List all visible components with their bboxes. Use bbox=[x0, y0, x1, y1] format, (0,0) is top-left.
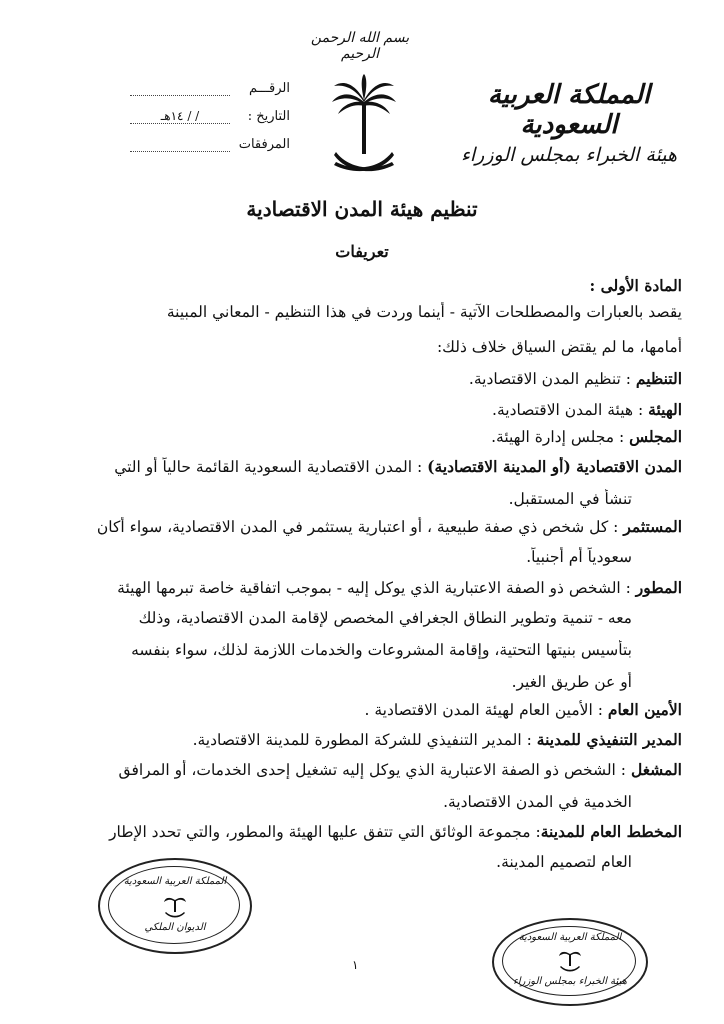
line-text: أمامها، ما لم يقتض السياق خلاف ذلك: bbox=[436, 338, 682, 356]
letterhead-country: المملكة العربية السعودية bbox=[487, 80, 651, 140]
line-text: بتأسيس بنيتها التحتية، وإقامة المشروعات والخدمات اللازمة لذلك، سواء بنفسه bbox=[131, 641, 632, 659]
date-field: / / ١٤هـ bbox=[130, 109, 230, 124]
line-label: المخطط العام للمدينة bbox=[540, 822, 682, 841]
line-text: : الأمين العام لهيئة المدن الاقتصادية . bbox=[364, 701, 608, 719]
line-label: المدن الاقتصادية (أو المدينة الاقتصادية) bbox=[427, 457, 682, 476]
line-text: أو عن طريق الغير. bbox=[511, 673, 632, 691]
seal-bottom-text: هيئة الخبراء بمجلس الوزراء bbox=[513, 976, 627, 987]
seal-emblem-icon bbox=[558, 948, 582, 972]
letterhead-authority: هيئة الخبراء بمجلس الوزراء bbox=[460, 144, 678, 166]
body-line bbox=[46, 369, 682, 388]
line-text: : المدير التنفيذي للشركة المطورة للمدينة الاقتصادية. bbox=[192, 731, 537, 749]
seal-bottom-text: الديوان الملكي bbox=[144, 922, 206, 933]
body-line bbox=[46, 792, 632, 811]
line-label: الهيئة bbox=[648, 400, 682, 419]
line-text: : هيئة المدن الاقتصادية. bbox=[492, 401, 649, 419]
article-heading: المادة الأولى : bbox=[589, 276, 682, 295]
body-line bbox=[46, 302, 682, 321]
line-label: المجلس bbox=[629, 427, 682, 446]
basmala: بسم الله الرحمن الرحيم bbox=[310, 30, 410, 62]
body-line bbox=[46, 457, 682, 476]
line-text: : مجلس إدارة الهيئة. bbox=[491, 428, 630, 446]
body-line bbox=[46, 700, 682, 719]
body-line bbox=[46, 672, 632, 691]
document-meta bbox=[130, 74, 290, 158]
line-text: : كل شخص ذي صفة طبيعية ، أو اعتبارية يستثمر في المدن الاقتصادية، سواء أكان bbox=[96, 518, 624, 536]
body-line bbox=[46, 400, 682, 419]
line-text: : مجموعة الوثائق التي تتفق عليها الهيئة والمطور، والتي تحدد الإطار bbox=[109, 823, 541, 841]
body-line bbox=[46, 640, 632, 659]
body-line bbox=[46, 822, 682, 841]
line-label: المطور bbox=[635, 578, 682, 597]
document-title: تنظيم هيئة المدن الاقتصادية bbox=[246, 197, 478, 221]
line-text: الخدمية في المدن الاقتصادية. bbox=[443, 793, 632, 811]
line-label: المدير التنفيذي للمدينة bbox=[536, 730, 682, 749]
line-text: يقصد بالعبارات والمصطلحات الآتية - أينما وردت في هذا التنظيم - المعاني المبينة bbox=[166, 303, 682, 321]
line-text: تنشأ في المستقبل. bbox=[508, 490, 632, 508]
experts-commission-seal bbox=[492, 918, 648, 1006]
body-line bbox=[46, 427, 682, 446]
line-label: المشغل bbox=[630, 760, 682, 779]
ref-label: الرقـــم bbox=[248, 80, 290, 96]
ref-field bbox=[130, 81, 230, 96]
line-text: العام لتصميم المدينة. bbox=[496, 853, 632, 871]
line-text: : تنظيم المدن الاقتصادية. bbox=[468, 370, 636, 388]
attachments-row bbox=[130, 130, 290, 158]
line-text: سعودياً أم أجنبياً. bbox=[526, 548, 632, 566]
line-label: المستثمر bbox=[623, 517, 682, 536]
line-text: : الشخص ذو الصفة الاعتبارية الذي يوكل إليه - بموجب اتفاقية خاصة تبرمها الهيئة bbox=[117, 579, 636, 597]
attachments-label: المرفقات bbox=[238, 136, 290, 152]
body-line bbox=[46, 608, 632, 627]
page-number: ١ bbox=[352, 958, 359, 972]
section-subtitle: تعريفات bbox=[335, 242, 389, 261]
date-label: التاريخ : bbox=[247, 108, 290, 124]
seal-emblem-icon bbox=[163, 894, 187, 918]
letterhead bbox=[444, 80, 694, 166]
royal-court-seal bbox=[98, 858, 252, 954]
saudi-emblem-icon bbox=[328, 72, 400, 178]
body-line bbox=[46, 337, 682, 356]
seal-top-text: المملكة العربية السعودية bbox=[123, 876, 227, 887]
body-line bbox=[46, 489, 632, 508]
date-row bbox=[130, 102, 290, 130]
seal-top-text: المملكة العربية السعودية bbox=[518, 932, 622, 943]
body-line bbox=[46, 578, 682, 597]
body-line bbox=[46, 547, 632, 566]
attachments-field bbox=[130, 137, 230, 152]
ref-row bbox=[130, 74, 290, 102]
line-label: الأمين العام bbox=[607, 700, 682, 719]
line-text: : الشخص ذو الصفة الاعتبارية الذي يوكل إليه تشغيل إحدى الخدمات، أو المرافق bbox=[118, 761, 631, 779]
line-text: : المدن الاقتصادية السعودية القائمة حالياً أو التي bbox=[114, 458, 428, 476]
line-text: معه - تنمية وتطوير النطاق الجغرافي المخصص لإقامة المدن الاقتصادية، وذلك bbox=[138, 609, 632, 627]
line-label: التنظيم bbox=[635, 369, 682, 388]
body-line bbox=[46, 730, 682, 749]
body-line bbox=[46, 517, 682, 536]
body-line bbox=[46, 760, 682, 779]
